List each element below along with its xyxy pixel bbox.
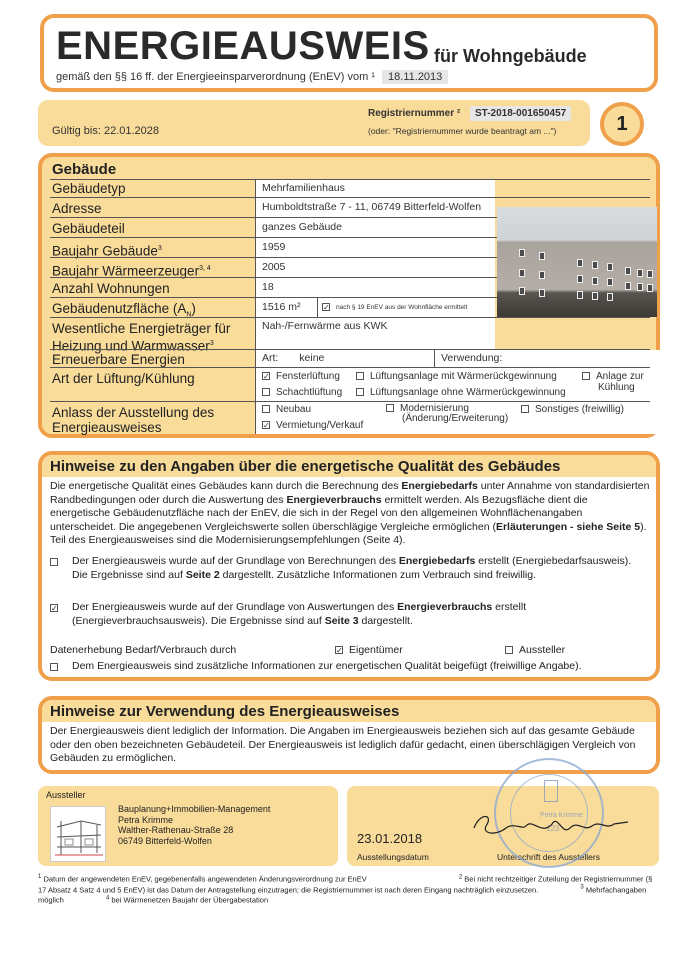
usage-hints-title: Hinweise zur Verwendung des Energieausweises <box>50 703 400 720</box>
building-section <box>38 153 660 438</box>
option-label: Lüftungsanlage ohne Wärmerückgewinnung <box>370 387 566 398</box>
option-new-building[interactable] <box>262 404 311 415</box>
text-bold: Erläuterungen - siehe Seite 5 <box>495 520 641 533</box>
signature-icon <box>466 806 636 846</box>
ventilation-options <box>255 368 663 402</box>
text: erstellt (Energieverbrauchsausweis). Die Ergebnisse sind auf <box>72 601 527 627</box>
checkbox[interactable] <box>582 372 590 380</box>
title-box <box>40 14 658 92</box>
issuer-address <box>118 804 270 846</box>
label-line1: Anlass der Ausstellung des <box>52 405 215 420</box>
type-value: keine <box>299 352 325 364</box>
value: ganzes Gebäude <box>255 218 495 238</box>
checkbox-checked[interactable]: ✓ <box>323 303 330 313</box>
text: erstellt (Energiebedarfsausweis). Die Ergebnisse sind auf <box>72 555 632 581</box>
checkbox-checked[interactable]: ✓ <box>263 421 270 431</box>
option-label: Eigentümer <box>349 644 403 656</box>
quality-hints-header <box>42 455 656 477</box>
option-label: Aussteller <box>519 644 566 656</box>
issuer-name: Petra Krimme <box>118 814 174 825</box>
value: Nah-/Fernwärme aus KWK <box>255 318 495 350</box>
law-text: gemäß den §§ 16 ff. der Energieeinsparverordnung (EnEV) vom ¹ <box>56 71 375 83</box>
row-building-type <box>50 179 650 197</box>
quality-hints-title: Hinweise zu den Angaben über die energetische Qualität des Gebäudes <box>50 458 561 475</box>
valid-until: Gültig bis: 22.01.2028 <box>52 125 160 137</box>
option-other[interactable] <box>521 404 624 415</box>
option-label: Fensterlüftung <box>276 371 340 382</box>
option-label: Schachtlüftung <box>276 387 343 398</box>
text: dargestellt. Zusätzliche Informationen zum Verbrauch sind freiwillig. <box>219 568 536 581</box>
issuer-company: Bauplanung+Immobilien-Management <box>118 804 271 814</box>
text-bold: Energieverbrauchs <box>397 601 493 613</box>
data-collection-row <box>50 644 650 658</box>
checkbox-checked[interactable]: ✓ <box>336 646 343 656</box>
text: ). Teil des Energieausweises sind die Modernisierungsempfehlungen (Seite 4). <box>50 520 647 546</box>
checkbox[interactable] <box>50 558 58 566</box>
checkbox[interactable] <box>356 388 364 396</box>
footnote-1: Datum der angewendeten EnEV, gegebenenfalls angewendeten Änderungsverordnung zur EnEV <box>43 874 367 884</box>
option-label-2: (Änderung/Erweiterung) <box>402 413 509 424</box>
checkbox-checked[interactable]: ✓ <box>263 372 270 382</box>
footnote-4: bei Wärmenetzen Baujahr der Übergabestation <box>111 895 269 905</box>
option-text <box>72 555 648 582</box>
data-collection-label: Datenerhebung Bedarf/Verbrauch durch <box>50 644 237 656</box>
option-ventilation-with-recovery[interactable] <box>356 371 557 382</box>
text: Die energetische Qualität eines Gebäudes kann durch die Berechnung des <box>50 480 402 492</box>
label <box>52 261 211 279</box>
registration-label: Registriernummer ² <box>368 108 461 119</box>
usage-hints-text: Der Energieausweis dient lediglich der Information. Die Angaben im Energieausweis beziehen sich auf das gesamte Gebäude oder den oben bezeichneten Gebäudeteil. Der Energieausweis ist lediglich dafür gedacht, einen überschlägigen Vergleich von Gebäuden zu ermöglichen. <box>50 725 636 764</box>
label-text: Gebäudenutzfläche (A <box>52 301 187 316</box>
option-label: Sonstiges (freiwillig) <box>535 404 624 415</box>
label: Gebäudeteil <box>52 221 125 236</box>
label-end: ) <box>191 301 196 316</box>
quality-hints-intro <box>50 480 650 548</box>
area-note <box>317 298 495 318</box>
label-line2: Energieausweises <box>52 420 162 435</box>
text-bold: Energiebedarfs <box>401 480 478 492</box>
checkbox[interactable] <box>50 663 58 671</box>
option-label: Anlage zur <box>596 371 644 382</box>
option-ventilation-without-recovery[interactable] <box>356 387 566 398</box>
checkbox[interactable] <box>521 405 529 413</box>
text-bold: Seite 2 <box>185 568 220 581</box>
checkbox[interactable] <box>262 388 270 396</box>
type-label: Art: <box>262 352 279 364</box>
value: Humboldtstraße 7 - 11, 06749 Bitterfeld-Wolfen <box>255 198 495 218</box>
stamp-emblem <box>544 780 558 802</box>
option-label-2: Kühlung <box>598 382 635 393</box>
option-label: Lüftungsanlage mit Wärmerückgewinnung <box>370 371 557 382</box>
text-bold: Seite 3 <box>324 614 359 627</box>
document-title: ENERGIEAUSWEIS <box>56 24 430 68</box>
stamp-number: 123 <box>546 824 560 833</box>
text: ermittelt werden. Als Bezugsfläche dient die energetische Gebäudenutzfläche nach der EnEV, die sich in der Regel von den allgemeinen Wohnflächenangaben unterscheidet. Die angegebenen Vergleichswerte sollen überschlägige Vergleiche ermöglichen ( <box>50 493 588 533</box>
label <box>52 241 162 259</box>
renewables-value <box>255 350 663 368</box>
stamp-name: Petra Krimme <box>540 812 583 819</box>
usage-hints-header <box>42 700 656 722</box>
row-ventilation <box>50 367 650 401</box>
option-shaft-ventilation[interactable] <box>262 387 342 398</box>
label-line2: Heizung und Warmwasser <box>52 338 210 354</box>
checkbox[interactable] <box>262 405 270 413</box>
option-label: Modernisierung <box>400 403 469 414</box>
text: unter Annahme von standardisierten Randbedingungen oder durch die Auswertung des <box>50 480 650 506</box>
label-line1: Wesentliche Energieträger für <box>52 321 231 336</box>
value: 1516 m² <box>255 298 317 318</box>
checkbox[interactable] <box>386 404 394 412</box>
text: Der Energieausweis wurde auf der Grundlage von Berechnungen des <box>72 555 399 567</box>
label: Art der Lüftung/Kühlung <box>52 371 195 386</box>
value: Mehrfamilienhaus <box>255 180 495 198</box>
footnote-ref: 3, 4 <box>199 265 211 272</box>
issuer-box <box>38 786 338 866</box>
registration-note: (oder: "Registriernummer wurde beantragt am ...") <box>368 126 557 136</box>
issuer-label: Aussteller <box>46 790 86 800</box>
checkbox-checked[interactable]: ✓ <box>51 604 58 613</box>
label: Adresse <box>52 201 102 216</box>
law-reference <box>56 70 448 84</box>
value: 18 <box>255 278 495 298</box>
option-text: Dem Energieausweis sind zusätzliche Informationen zur energetischen Qualität beigefügt (freiwillige Angabe). <box>72 660 582 672</box>
checkbox[interactable] <box>505 646 513 654</box>
value: 1959 <box>255 238 495 258</box>
use-label: Verwendung: <box>434 350 502 368</box>
footnote-ref: 3 <box>209 340 214 347</box>
option-owner[interactable] <box>335 644 403 658</box>
page-number-badge: 1 <box>600 102 644 146</box>
checkbox[interactable] <box>356 372 364 380</box>
row-occasion <box>50 401 650 433</box>
footnote-ref: 3 <box>157 245 162 252</box>
option-issuer[interactable] <box>505 644 565 658</box>
note-text: nach § 19 EnEV aus der Wohnfläche ermittelt <box>336 304 468 311</box>
registration-strip <box>38 100 590 146</box>
option-rental-sale[interactable] <box>262 420 363 431</box>
registration-number: ST-2018-001650457 <box>470 106 571 121</box>
issue-date: 23.01.2018 <box>357 831 423 846</box>
label-text: Baujahr Gebäude <box>52 243 158 259</box>
text: Der Energieausweis wurde auf der Grundlage von Auswertungen des <box>72 601 398 613</box>
building-photo <box>497 207 657 317</box>
option-text <box>72 601 648 628</box>
text: dargestellt. <box>358 614 413 627</box>
label <box>52 405 214 435</box>
building-section-title: Gebäude <box>52 161 117 178</box>
issue-date-label: Ausstellungsdatum <box>357 852 429 862</box>
option-label: Vermietung/Verkauf <box>276 420 364 431</box>
footnote-2: Bei nicht rechtzeitiger Zuteilung der Registriernummer (§ 17 Absatz 4 Satz 4 und 5 EnEV) ist das Datum der Antragstellung einzutragen; die Registriernummer ist nach deren Eingang nachträglich einzusetzen. <box>38 874 653 894</box>
signature-label: Unterschrift des Ausstellers <box>497 852 600 862</box>
quality-hints-section <box>38 451 660 681</box>
label-text: Baujahr Wärmeerzeuger <box>52 263 200 279</box>
footnotes: $^1$ Datum der angewendeten EnEV, gegebenenfalls angewendeten Änderungsverordnung zur EnEV $^2$ Bei nicht rechtzeitiger Zuteilung der Registriernummer (§ 17 Absatz 4 Satz 4 und 5 EnEV) ist das Datum der Antragstellung einzutragen; die Registriernummer ist nach deren Eingang nachträglich einzusetzen. $^3$ Mehrfachangaben möglich $^4$ bei Wärmenetzen Baujahr der Übergabestation <box>38 874 653 905</box>
option-modernisation[interactable] <box>386 404 508 424</box>
issuer-logo <box>50 806 106 862</box>
option-cooling[interactable] <box>582 371 644 393</box>
row-energy-carriers <box>50 317 650 354</box>
option-label: Neubau <box>276 404 312 415</box>
issuer-street: Walther-Rathenau-Straße 28 <box>118 825 234 835</box>
subscript: N <box>186 311 192 319</box>
label: Anzahl Wohnungen <box>52 281 170 296</box>
option-window-ventilation[interactable] <box>262 371 340 382</box>
issuer-city: 06749 Bitterfeld-Wolfen <box>118 835 212 846</box>
text-bold: Energiebedarfs <box>398 555 476 567</box>
row-renewables <box>50 349 650 367</box>
label: Gebäudetyp <box>52 181 126 196</box>
value: 2005 <box>255 258 495 278</box>
text-bold: Energieverbrauchs <box>286 493 382 506</box>
occasion-options <box>255 402 663 434</box>
law-date: 18.11.2013 <box>382 70 448 84</box>
document-subtitle: für Wohngebäude <box>434 46 587 66</box>
label: Erneuerbare Energien <box>52 352 185 367</box>
footnote-3: Mehrfachangaben möglich <box>38 885 647 905</box>
